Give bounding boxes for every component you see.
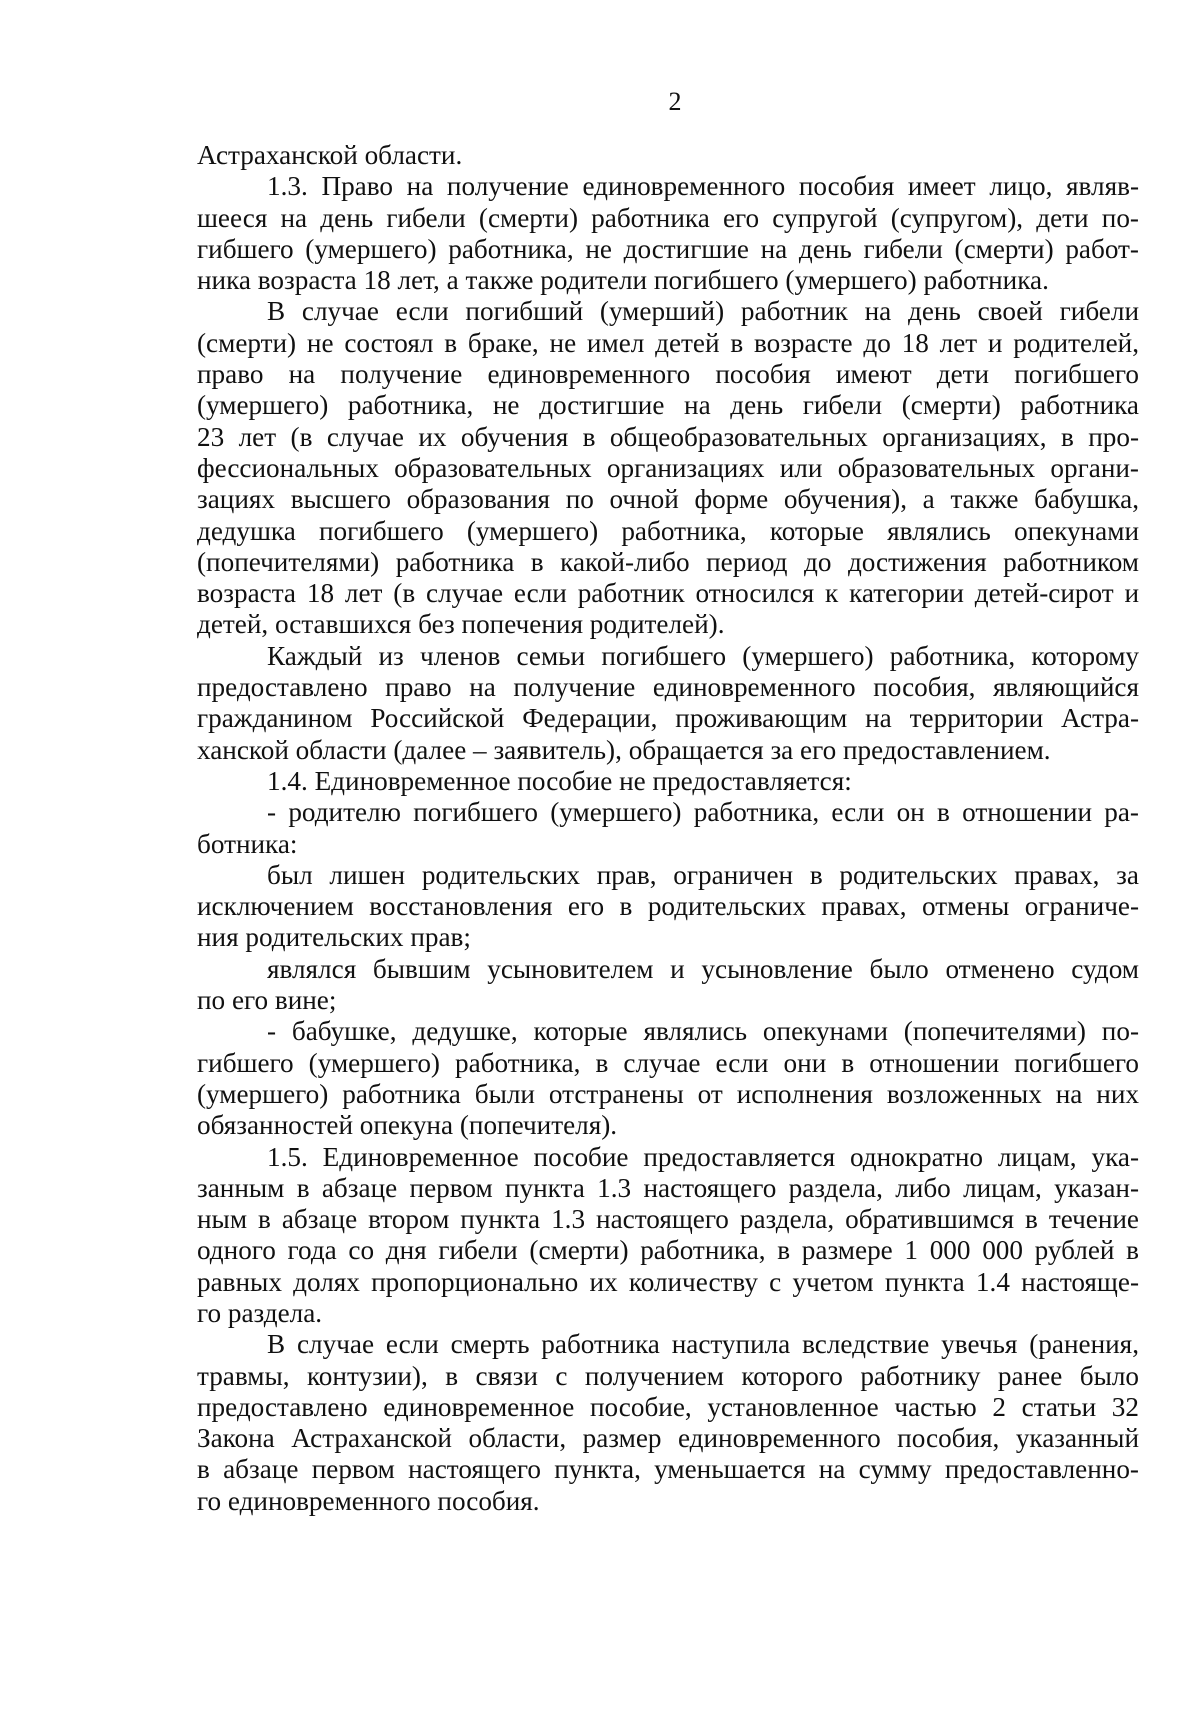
text-line: детей, оставшихся без попечения родителей). bbox=[197, 609, 725, 640]
text-line: по его вине; bbox=[197, 985, 337, 1016]
text-line: 1.4. Единовременное пособие не предоставляется: bbox=[267, 765, 852, 796]
document-body bbox=[197, 140, 1139, 1517]
text-line: - бабушке, дедушке, которые являлись опекунами (попечителями) по- bbox=[267, 1016, 1139, 1047]
text-line: в абзаце первом настоящего пункта, уменьшается на сумму предоставленно- bbox=[197, 1454, 1139, 1485]
text-line: одного года со дня гибели (смерти) работника, в размере 1 000 000 рублей в bbox=[197, 1235, 1139, 1266]
text-line: гибшего (умершего) работника, в случае если они в отношении погибшего bbox=[197, 1047, 1139, 1078]
text-line: фессиональных образовательных организациях или образовательных органи- bbox=[197, 452, 1139, 483]
text-line: ника возраста 18 лет, а также родители погибшего (умершего) работника. bbox=[197, 265, 1049, 296]
text-line: Закона Астраханской области, размер единовременного пособия, указанный bbox=[197, 1423, 1139, 1454]
text-line: зациях высшего образования по очной форме обучения), а также бабушка, bbox=[197, 484, 1139, 515]
text-line: го единовременного пособия. bbox=[197, 1485, 540, 1516]
text-line: - родителю погибшего (умершего) работника, если он в отношении ра- bbox=[267, 797, 1139, 828]
text-line: ным в абзаце втором пункта 1.3 настоящего раздела, обратившимся в течение bbox=[197, 1204, 1139, 1235]
text-line: являлся бывшим усыновителем и усыновление было отменено судом bbox=[267, 953, 1139, 984]
text-line: предоставлено право на получение единовременного пособия, являющийся bbox=[197, 672, 1139, 703]
text-line: го раздела. bbox=[197, 1297, 323, 1328]
text-line: ботника: bbox=[197, 828, 298, 859]
text-line: был лишен родительских прав, ограничен в родительских правах, за bbox=[267, 859, 1139, 890]
text-line: шееся на день гибели (смерти) работника его супругой (супругом), дети по- bbox=[197, 202, 1139, 233]
text-line: (умершего) работника, не достигшие на день гибели (смерти) работника bbox=[197, 390, 1139, 421]
text-line: (умершего) работника были отстранены от исполнения возложенных на них bbox=[197, 1078, 1139, 1109]
text-line: занным в абзаце первом пункта 1.3 настоящего раздела, либо лицам, указан- bbox=[197, 1172, 1139, 1203]
text-line: исключением восстановления его в родительских правах, отмены ограниче- bbox=[197, 891, 1139, 922]
page-number: 2 bbox=[668, 87, 682, 116]
text-line: 1.5. Единовременное пособие предоставляется однократно лицам, ука- bbox=[267, 1141, 1139, 1172]
text-line: обязанностей опекуна (попечителя). bbox=[197, 1110, 618, 1141]
text-line: гибшего (умершего) работника, не достигшие на день гибели (смерти) работ- bbox=[197, 233, 1139, 264]
text-line: возраста 18 лет (в случае если работник относился к категории детей-сирот и bbox=[197, 578, 1139, 609]
text-line: равных долях пропорционально их количеству с учетом пункта 1.4 настояще- bbox=[197, 1266, 1139, 1297]
text-line: В случае если смерть работника наступила вследствие увечья (ранения, bbox=[267, 1329, 1139, 1360]
text-line: Каждый из членов семьи погибшего (умершего) работника, которому bbox=[267, 640, 1139, 671]
text-line: право на получение единовременного пособия имеют дети погибшего bbox=[197, 359, 1139, 390]
text-line: В случае если погибший (умерший) работник на день своей гибели bbox=[267, 296, 1139, 327]
text-line: ханской области (далее – заявитель), обращается за его предоставлением. bbox=[197, 734, 1051, 765]
text-line: (смерти) не состоял в браке, не имел детей в возрасте до 18 лет и родителей, bbox=[197, 327, 1139, 358]
text-line: 23 лет (в случае их обучения в общеобразовательных организациях, в про- bbox=[197, 421, 1139, 452]
text-line: дедушка погибшего (умершего) работника, которые являлись опекунами bbox=[197, 515, 1139, 546]
text-line: 1.3. Право на получение единовременного пособия имеет лицо, являв- bbox=[267, 171, 1139, 202]
text-line: ния родительских прав; bbox=[197, 922, 471, 953]
text-line: гражданином Российской Федерации, проживающим на территории Астра- bbox=[197, 703, 1139, 734]
text-line: травмы, контузии), в связи с получением которого работнику ранее было bbox=[197, 1360, 1139, 1391]
text-line: Астраханской области. bbox=[197, 140, 463, 170]
text-line: предоставлено единовременное пособие, установленное частью 2 статьи 32 bbox=[197, 1391, 1139, 1422]
text-line: (попечителями) работника в какой-либо период до достижения работником bbox=[197, 546, 1139, 577]
